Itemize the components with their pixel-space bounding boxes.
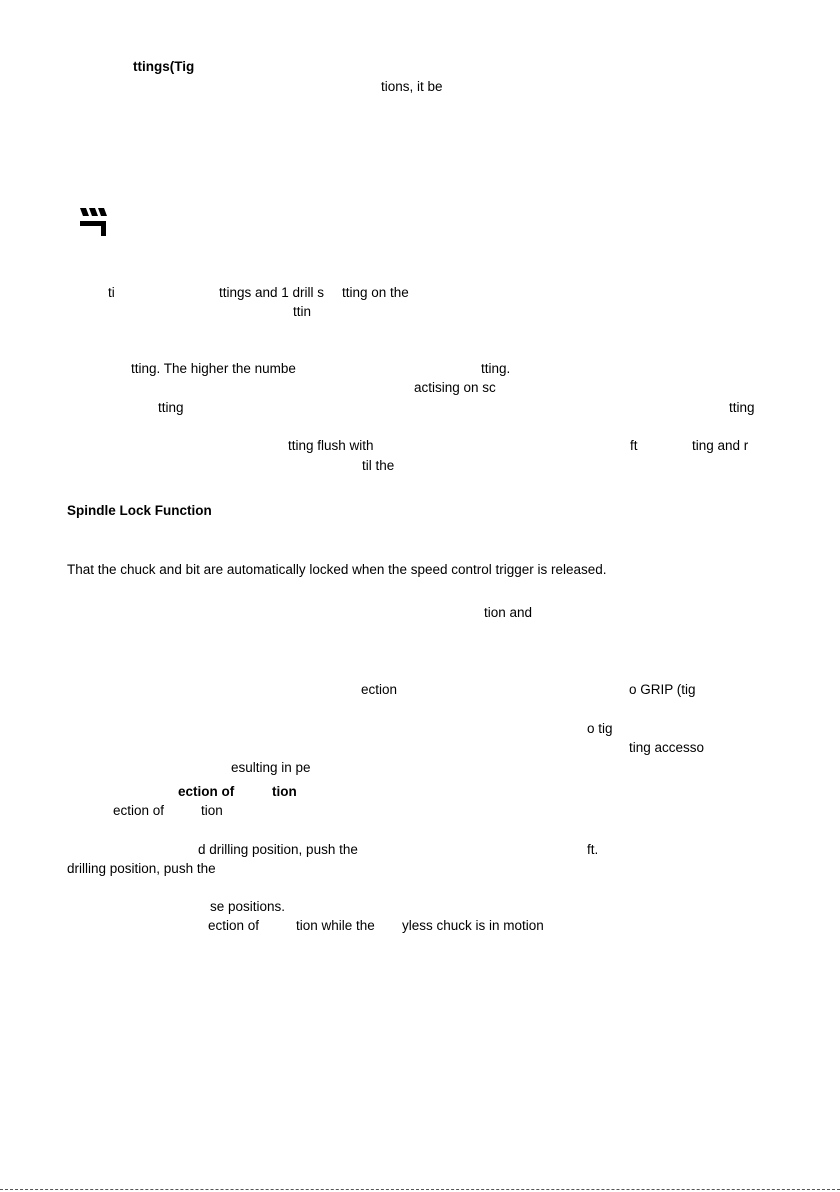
text-fragment: drilling position, push the (67, 861, 216, 876)
page-edge-divider (0, 1189, 840, 1190)
text-fragment: o tig (587, 721, 613, 736)
text-fragment: se positions. (210, 899, 286, 914)
text-fragment: tions, it be (381, 79, 443, 94)
text-fragment: d drilling position, push the (198, 842, 358, 857)
text-fragment: ection of (208, 918, 260, 933)
text-fragment: ti (108, 285, 115, 300)
text-fragment: tting. (481, 361, 511, 376)
text-fragment: actising on sc (414, 380, 496, 395)
text-fragment: ttin (293, 304, 312, 319)
text-fragment: tting. The higher the numbe (131, 361, 296, 376)
text-fragment: tting (729, 400, 755, 415)
section-heading-direction: ection of (178, 784, 235, 799)
section-heading-settings: ttings(Tig (133, 59, 195, 74)
text-fragment: yless chuck is in motion (402, 918, 544, 933)
spindle-lock-description: That the chuck and bit are automatically locked when the speed control trigger is released. (67, 562, 607, 577)
text-fragment: tting flush with (288, 438, 374, 453)
text-fragment: tion and (484, 605, 533, 620)
text-fragment: ection of (113, 803, 165, 818)
text-fragment: o GRIP (tig (629, 682, 696, 697)
text-fragment: ting accesso (629, 740, 705, 755)
text-fragment: ft. (587, 842, 599, 857)
text-fragment: ft (630, 438, 638, 453)
text-fragment: tting on the (342, 285, 409, 300)
text-fragment: tion while the (296, 918, 375, 933)
section-heading-spindle-lock: Spindle Lock Function (67, 503, 212, 518)
text-fragment: ection (361, 682, 398, 697)
text-fragment: ttings and 1 drill s (219, 285, 325, 300)
section-heading-direction-suffix: tion (272, 784, 297, 799)
text-fragment: tion (201, 803, 223, 818)
text-fragment: tting (158, 400, 184, 415)
text-fragment: til the (362, 458, 395, 473)
text-fragment: ting and r (692, 438, 749, 453)
text-fragment: esulting in pe (231, 760, 311, 775)
torque-clutch-icon (80, 204, 108, 238)
